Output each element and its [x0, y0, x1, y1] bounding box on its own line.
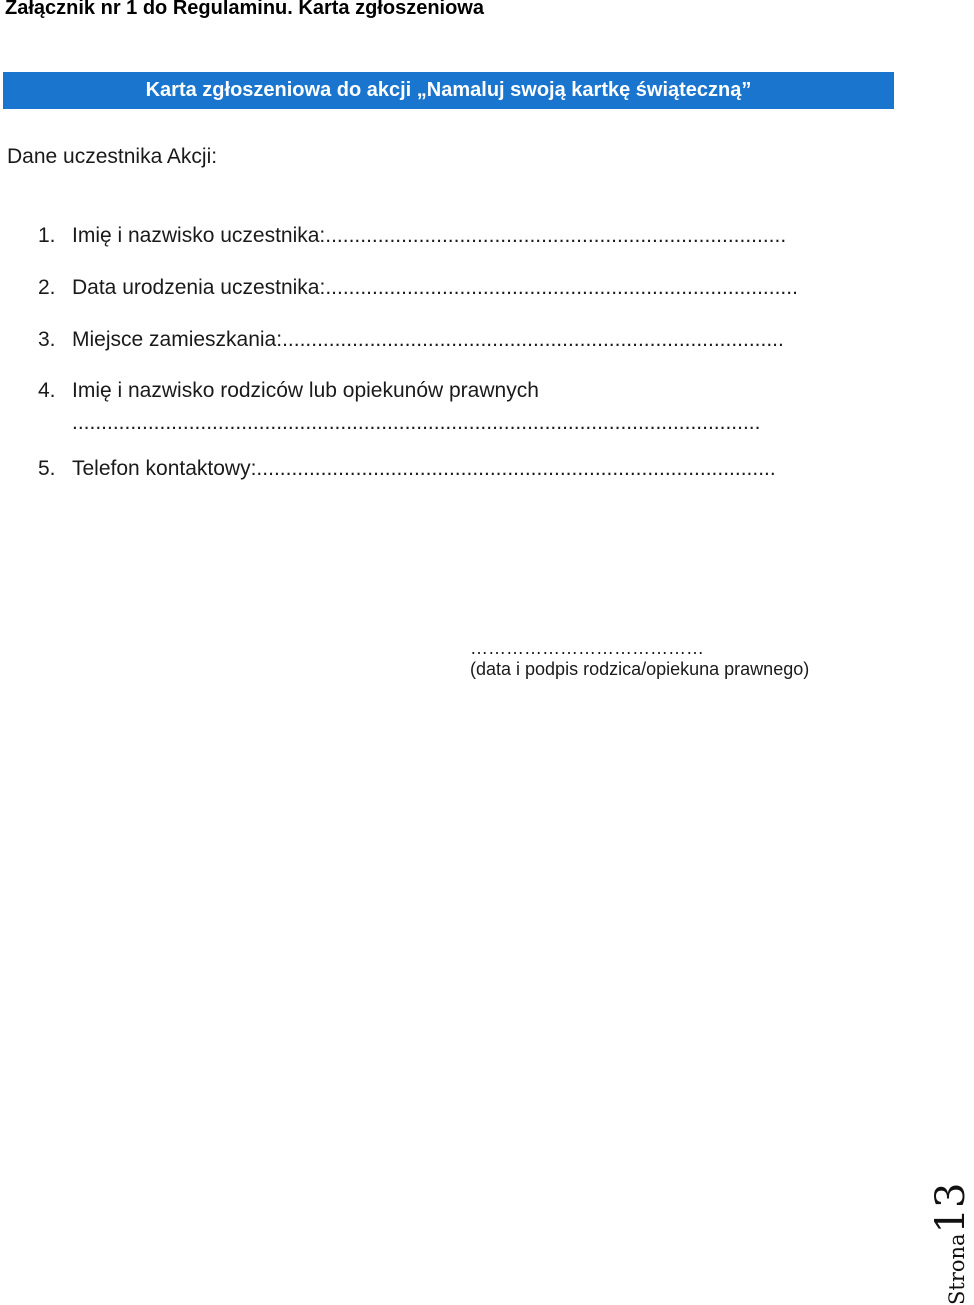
page-number	[928, 1183, 974, 1305]
field-label: Telefon kontaktowy:.........................................................................................	[72, 457, 776, 480]
field-label: Imię i nazwisko uczestnika:...............................................................................	[72, 224, 787, 247]
field-residence[interactable]	[38, 327, 898, 353]
field-participant-name[interactable]	[38, 223, 898, 249]
field-label: Miejsce zamieszkania:......................................................................................	[72, 328, 784, 351]
field-continuation-line: ......................................................................................................................	[72, 411, 761, 434]
page-number-value: 13	[928, 1182, 974, 1234]
field-birth-date[interactable]	[38, 275, 898, 301]
field-label: Data urodzenia uczestnika:.................................................................................	[72, 276, 798, 299]
document-header: Załącznik nr 1 do Regulaminu. Karta zgłoszeniowa	[5, 0, 484, 19]
signature-caption: (data i podpis rodzica/opiekuna prawnego)	[470, 659, 810, 679]
form-title-banner	[3, 72, 894, 109]
field-number: 2.	[38, 276, 56, 299]
signature-line[interactable]: …………………………………	[470, 638, 704, 658]
signature-block	[470, 637, 809, 680]
page-number-label: Strona	[945, 1233, 969, 1305]
field-guardian-name[interactable]	[38, 378, 898, 436]
field-number: 3.	[38, 328, 56, 351]
section-heading: Dane uczestnika Akcji:	[7, 145, 218, 168]
field-number: 1.	[38, 224, 56, 247]
field-number: 4.	[38, 379, 56, 402]
field-phone[interactable]	[38, 456, 898, 482]
field-number: 5.	[38, 457, 56, 480]
form-title: Karta zgłoszeniowa do akcji „Namaluj swoją kartkę świąteczną”	[145, 79, 752, 101]
field-label: Imię i nazwisko rodziców lub opiekunów prawnych	[72, 379, 539, 402]
